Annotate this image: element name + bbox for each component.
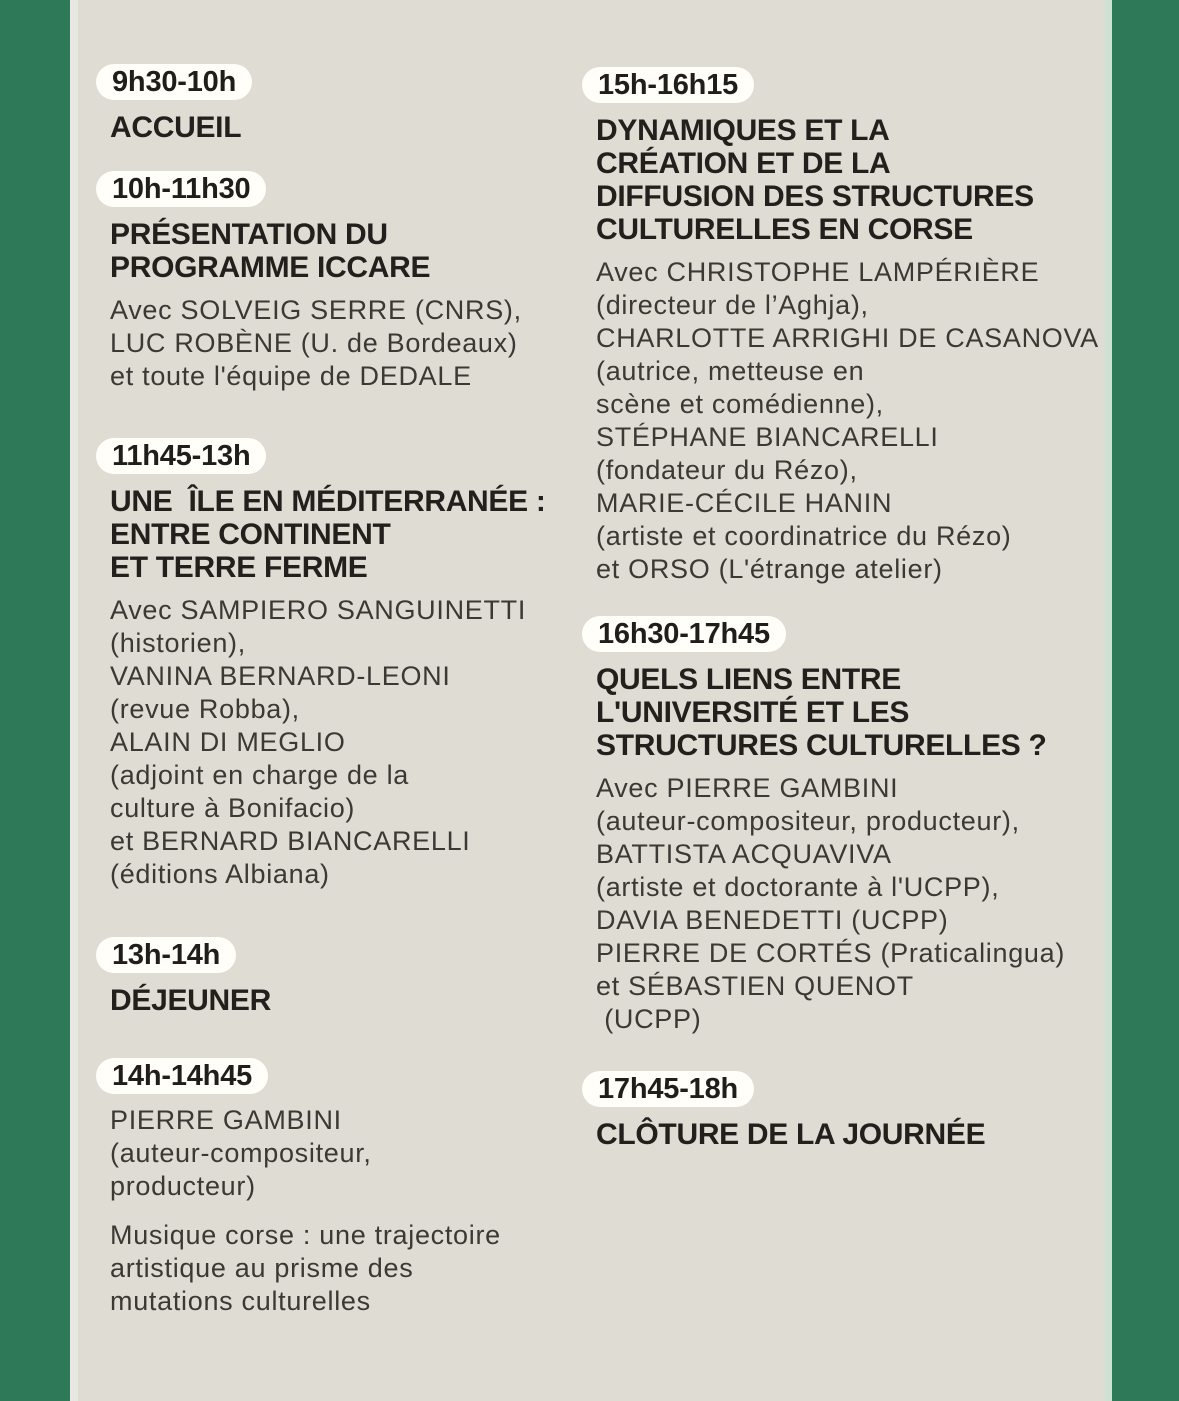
session-detail-line: (historien), — [110, 628, 246, 658]
session-title-line: CRÉATION ET DE LA — [596, 147, 891, 180]
session-detail-line: (artiste et coordinatrice du Rézo) — [596, 521, 1012, 551]
session-detail-line: et SÉBASTIEN QUENOT — [596, 971, 914, 1001]
session-title-block — [582, 114, 1107, 246]
session-detail-line: LUC ROBÈNE (U. de Bordeaux) — [110, 328, 518, 358]
session-title-line: STRUCTURES CULTURELLES ? — [596, 729, 1047, 762]
session-title-line: DÉJEUNER — [110, 984, 271, 1017]
session — [96, 438, 578, 891]
session-title-line: CLÔTURE DE LA JOURNÉE — [596, 1118, 986, 1151]
session-detail-line: STÉPHANE BIANCARELLI — [596, 422, 939, 452]
session-title-block — [582, 663, 1107, 762]
session-detail-block — [110, 1219, 578, 1318]
session-detail-line: (directeur de l’Aghja), — [596, 290, 869, 320]
session-detail-line: PIERRE DE CORTÉS (Praticalingua) — [596, 938, 1066, 968]
session-title-line: ENTRE CONTINENT — [110, 518, 391, 551]
session-detail-line: MARIE-CÉCILE HANIN — [596, 488, 893, 518]
time-badge-wrap — [96, 1058, 578, 1094]
session-title-line: QUELS LIENS ENTRE — [596, 663, 901, 696]
session-detail-line: (adjoint en charge de la — [110, 760, 409, 790]
session-detail-line: Avec SOLVEIG SERRE (CNRS), — [110, 295, 522, 325]
time-badge-wrap — [96, 937, 578, 973]
session-title-block — [96, 218, 578, 284]
session-title-line: PRÉSENTATION DU — [110, 218, 388, 251]
session-detail-block — [110, 594, 578, 891]
session-detail-line: et BERNARD BIANCARELLI — [110, 826, 471, 856]
session-detail-line: artistique au prisme des — [110, 1253, 414, 1283]
session-title-line: L'UNIVERSITÉ ET LES — [596, 696, 910, 729]
session-title-line: CULTURELLES EN CORSE — [596, 213, 973, 246]
session-detail-line: et ORSO (L'étrange atelier) — [596, 554, 943, 584]
session — [96, 64, 578, 144]
time-badge: 10h-11h30 — [96, 171, 266, 207]
session-title-block — [96, 111, 578, 144]
session-detail-line: (UCPP) — [596, 1004, 702, 1034]
session-detail-line: (auteur-compositeur, producteur), — [596, 806, 1020, 836]
session-title-line: ACCUEIL — [110, 111, 242, 144]
session-detail-line: mutations culturelles — [110, 1286, 371, 1316]
session-title-block — [96, 984, 578, 1017]
session-title-line: ET TERRE FERME — [110, 551, 368, 584]
time-badge-wrap — [582, 67, 1107, 103]
time-badge: 16h30-17h45 — [582, 616, 786, 652]
session-detail-line: culture à Bonifacio) — [110, 793, 356, 823]
session-detail-block — [110, 294, 578, 393]
session-detail-block — [110, 1104, 578, 1203]
right-green-band — [1105, 0, 1179, 1401]
session-detail-line: producteur) — [110, 1171, 256, 1201]
time-badge-wrap — [96, 64, 578, 100]
session-detail-line: (éditions Albiana) — [110, 859, 330, 889]
time-badge: 9h30-10h — [96, 64, 252, 100]
time-badge-wrap — [96, 438, 578, 474]
session-detail-line: et toute l'équipe de DEDALE — [110, 361, 472, 391]
session-title-line: DIFFUSION DES STRUCTURES — [596, 180, 1034, 213]
session-detail-block — [596, 256, 1107, 586]
left-green-band — [0, 0, 78, 1401]
session-detail-line: PIERRE GAMBINI — [110, 1105, 342, 1135]
session — [582, 616, 1107, 1036]
schedule-column-right — [582, 67, 1107, 1151]
session-title-line: PROGRAMME ICCARE — [110, 251, 431, 284]
time-badge: 15h-16h15 — [582, 67, 754, 103]
time-badge: 11h45-13h — [96, 438, 266, 474]
session-title-line: UNE ÎLE EN MÉDITERRANÉE : — [110, 485, 546, 518]
session-detail-line: Musique corse : une trajectoire — [110, 1220, 501, 1250]
session-detail-line: Avec SAMPIERO SANGUINETTI — [110, 595, 527, 625]
session-detail-line: (autrice, metteuse en — [596, 356, 865, 386]
session-detail-line: VANINA BERNARD-LEONI — [110, 661, 451, 691]
session-detail-line: (revue Robba), — [110, 694, 300, 724]
session — [96, 171, 578, 393]
session-detail-line: (artiste et doctorante à l'UCPP), — [596, 872, 1000, 902]
session-detail-line: ALAIN DI MEGLIO — [110, 727, 346, 757]
session-detail-line: BATTISTA ACQUAVIVA — [596, 839, 892, 869]
session-detail-block — [596, 772, 1107, 1036]
session-detail-line: Avec PIERRE GAMBINI — [596, 773, 899, 803]
session-detail-line: Avec CHRISTOPHE LAMPÉRIÈRE — [596, 257, 1040, 287]
time-badge: 17h45-18h — [582, 1071, 754, 1107]
time-badge-wrap — [582, 616, 1107, 652]
time-badge-wrap — [96, 171, 578, 207]
time-badge-wrap — [582, 1071, 1107, 1107]
session — [582, 67, 1107, 586]
time-badge: 14h-14h45 — [96, 1058, 268, 1094]
session-detail-line: DAVIA BENEDETTI (UCPP) — [596, 905, 949, 935]
session-detail-line: (auteur-compositeur, — [110, 1138, 372, 1168]
session-detail-line: (fondateur du Rézo), — [596, 455, 858, 485]
session-title-block — [96, 485, 578, 584]
session-detail-line: scène et comédienne), — [596, 389, 884, 419]
session — [96, 1058, 578, 1318]
session-detail-line: CHARLOTTE ARRIGHI DE CASANOVA — [596, 323, 1099, 353]
schedule-column-left — [96, 64, 578, 1318]
time-badge: 13h-14h — [96, 937, 236, 973]
session-title-block — [582, 1118, 1107, 1151]
session — [96, 937, 578, 1017]
session — [582, 1071, 1107, 1151]
session-title-line: DYNAMIQUES ET LA — [596, 114, 890, 147]
